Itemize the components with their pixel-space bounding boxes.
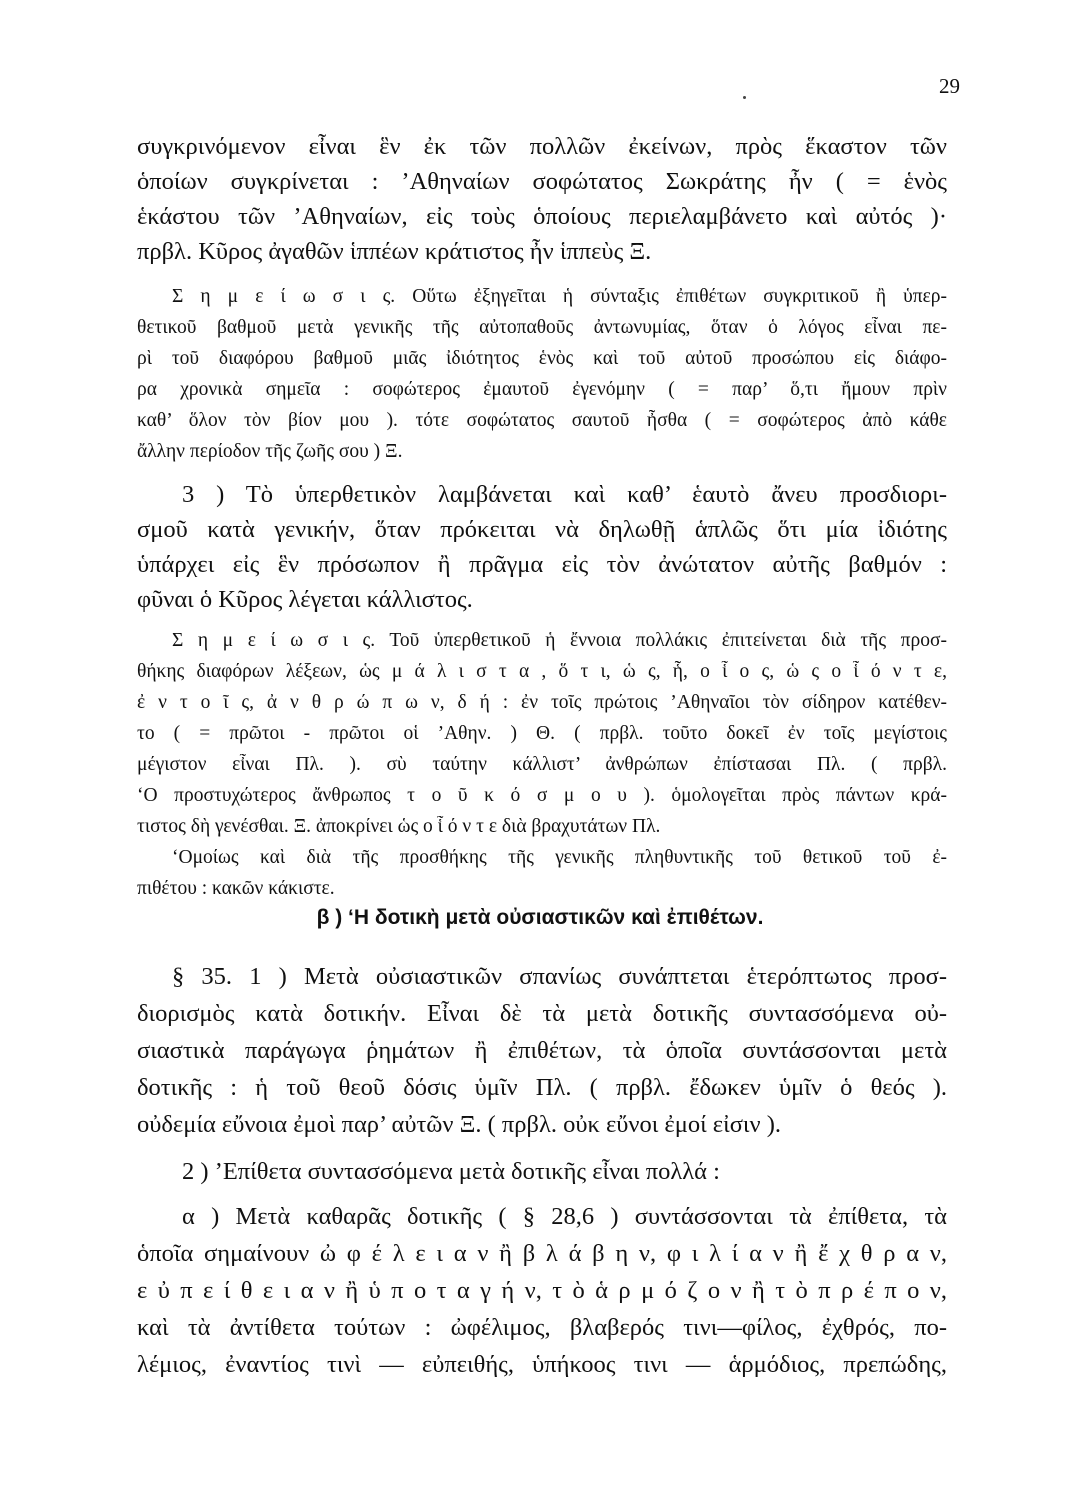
section-heading: β ) ‘Η δοτικὴ μετὰ οὐσιαστικῶν καὶ ἐπιθέτων.: [316, 906, 764, 929]
note-line: θετικοῦ βαθμοῦ μετὰ γενικῆς τῆς αὐτοπαθοῦς ἀντωνυμίας, ὅταν ὁ λόγος εἶναι πε-: [137, 317, 947, 338]
note-line: Σ η μ ε ί ω σ ι ς. Οὕτω ἐξηγεῖται ἡ σύνταξις ἐπιθέτων συγκριτικοῦ ἢ ὑπερ-: [172, 286, 947, 307]
paragraph-line: πρβλ. Κῦρος ἀγαθῶν ἱππέων κράτιστος ἦν ἱππεὺς Ξ.: [137, 238, 652, 265]
paragraph-line: ἑκάστου τῶν ’Αθηναίων, εἰς τοὺς ὁποίους περιελαμβάνετο καὶ αὐτός )·: [137, 203, 947, 230]
paragraph-line: 3 ) Τὸ ὑπερθετικὸν λαμβάνεται καὶ καθ’ ἑαυτὸ ἄνευ προσδιορι-: [182, 481, 947, 508]
paragraph-line: σιαστικὰ παράγωγα ῥημάτων ἢ ἐπιθέτων, τὰ ὁποῖα συντάσσονται μετὰ: [137, 1037, 947, 1064]
paragraph-line: καὶ τὰ ἀντίθετα τούτων : ὠφέλιμος, βλαβερός τινι—φίλος, ἐχθρός, πο-: [137, 1314, 947, 1341]
note-line: Σ η μ ε ί ω σ ι ς. Τοῦ ὑπερθετικοῦ ἡ ἔννοια πολλάκις ἐπιτείνεται διὰ τῆς προσ-: [172, 630, 947, 651]
note-line: το ( = πρῶτοι - πρῶτοι οἱ ’Αθην. ) Θ. ( πρβλ. τοῦτο δοκεῖ ἐν τοῖς μεγίστοις: [137, 723, 947, 744]
note-line: θήκης διαφόρων λέξεων, ὡς μ ά λ ι σ τ α , ὅ τ ι, ὡ ς, ἧ, ο ἷ ο ς, ὡ ς ο ἷ ό ν τ ε,: [137, 661, 947, 682]
note-line: πιθέτου : κακῶν κάκιστε.: [137, 878, 335, 899]
paragraph-line: ὁποῖα σημαίνουν ὠ φ έ λ ε ι α ν ἢ β λ ά β η ν, φ ι λ ί α ν ἢ ἔ χ θ ρ α ν,: [137, 1240, 947, 1267]
note-line: ἄλλην περίοδον τῆς ζωῆς σου ) Ξ.: [137, 441, 403, 462]
note-line: μέγιστον εἶναι Πλ. ). σὺ ταύτην κάλλιστ’ ἀνθρώπων ἐπίστασαι Πλ. ( πρβλ.: [137, 754, 947, 775]
print-speck: [743, 96, 746, 99]
page-number: 29: [939, 74, 960, 98]
paragraph-line: διορισμὸς κατὰ δοτικήν. Εἶναι δὲ τὰ μετὰ δοτικῆς συντασσόμενα οὐ-: [137, 1000, 947, 1027]
paragraph-line: συγκρινόμενον εἶναι ἓν ἐκ τῶν πολλῶν ἐκείνων, πρὸς ἕκαστον τῶν: [137, 133, 947, 160]
paragraph-line: δοτικῆς : ἡ τοῦ θεοῦ δόσις ὑμῖν Πλ. ( πρβλ. ἔδωκεν ὑμῖν ὁ θεός ).: [137, 1074, 947, 1101]
paragraph-line: § 35. 1 ) Μετὰ οὐσιαστικῶν σπανίως συνάπτεται ἑτερόπτωτος προσ-: [172, 963, 947, 990]
paragraph-line: ὑπάρχει εἰς ἓν πρόσωπον ἢ πρᾶγμα εἰς τὸν ἀνώτατον αὐτῆς βαθμόν :: [137, 551, 947, 578]
paragraph-line: σμοῦ κατὰ γενικήν, ὅταν πρόκειται νὰ δηλωθῇ ἁπλῶς ὅτι μία ἰδιότης: [137, 516, 947, 543]
paragraph-line: φῦναι ὁ Κῦρος λέγεται κάλλιστος.: [137, 586, 473, 613]
note-line: καθ’ ὅλον τὸν βίον μου ). τότε σοφώτατος σαυτοῦ ἦσθα ( = σοφώτερος ἀπὸ κάθε: [137, 410, 947, 431]
note-line: ‘Ο προστυχώτερος ἄνθρωπος τ ο ῦ κ ό σ μ ο υ ). ὁμολογεῖται πρὸς πάντων κρά-: [137, 785, 947, 806]
note-line: τιστος δὴ γενέσθαι. Ξ. ἀποκρίνει ὡς ο ἷ ό ν τ ε διὰ βραχυτάτων Πλ.: [137, 816, 661, 837]
paragraph-line: οὐδεμία εὔνοια ἐμοὶ παρ’ αὐτῶν Ξ. ( πρβλ. οὐκ εὔνοι ἐμοί εἰσιν ).: [137, 1111, 781, 1138]
paragraph-line: α ) Μετὰ καθαρᾶς δοτικῆς ( § 28,6 ) συντάσσονται τὰ ἐπίθετα, τὰ: [182, 1203, 947, 1230]
paragraph-line: ε ὐ π ε ί θ ε ι α ν ἢ ὑ π ο τ α γ ή ν, τ ὸ ἁ ρ μ ό ζ ο ν ἢ τ ὸ π ρ έ π ο ν,: [137, 1277, 947, 1304]
paragraph-line: ὁποίων συγκρίνεται : ’Αθηναίων σοφώτατος Σωκράτης ἦν ( = ἑνὸς: [137, 168, 947, 195]
note-line: ρα χρονικὰ σημεῖα : σοφώτερος ἐμαυτοῦ ἐγενόμην ( = παρ’ ὅ,τι ἤμουν πρὶν: [137, 379, 947, 400]
paragraph-line: 2 ) ’Επίθετα συντασσόμενα μετὰ δοτικῆς εἶναι πολλά :: [182, 1158, 720, 1185]
note-line: ρὶ τοῦ διαφόρου βαθμοῦ μιᾶς ἰδιότητος ἑνὸς καὶ τοῦ αὐτοῦ προσώπου εἰς διάφο-: [137, 348, 947, 369]
note-line: ἐ ν τ ο ῖ ς, ἀ ν θ ρ ώ π ω ν, δ ή : ἐν τοῖς πρώτοις ’Αθηναῖοι τὸν σίδηρον κατέθεν-: [137, 692, 947, 713]
paragraph-line: λέμιος, ἐναντίος τινὶ — εὐπειθής, ὑπήκοος τινι — ἁρμόδιος, πρεπώδης,: [137, 1351, 947, 1378]
note-line: ‘Ομοίως καὶ διὰ τῆς προσθήκης τῆς γενικῆς πληθυντικῆς τοῦ θετικοῦ τοῦ ἐ-: [172, 847, 947, 868]
